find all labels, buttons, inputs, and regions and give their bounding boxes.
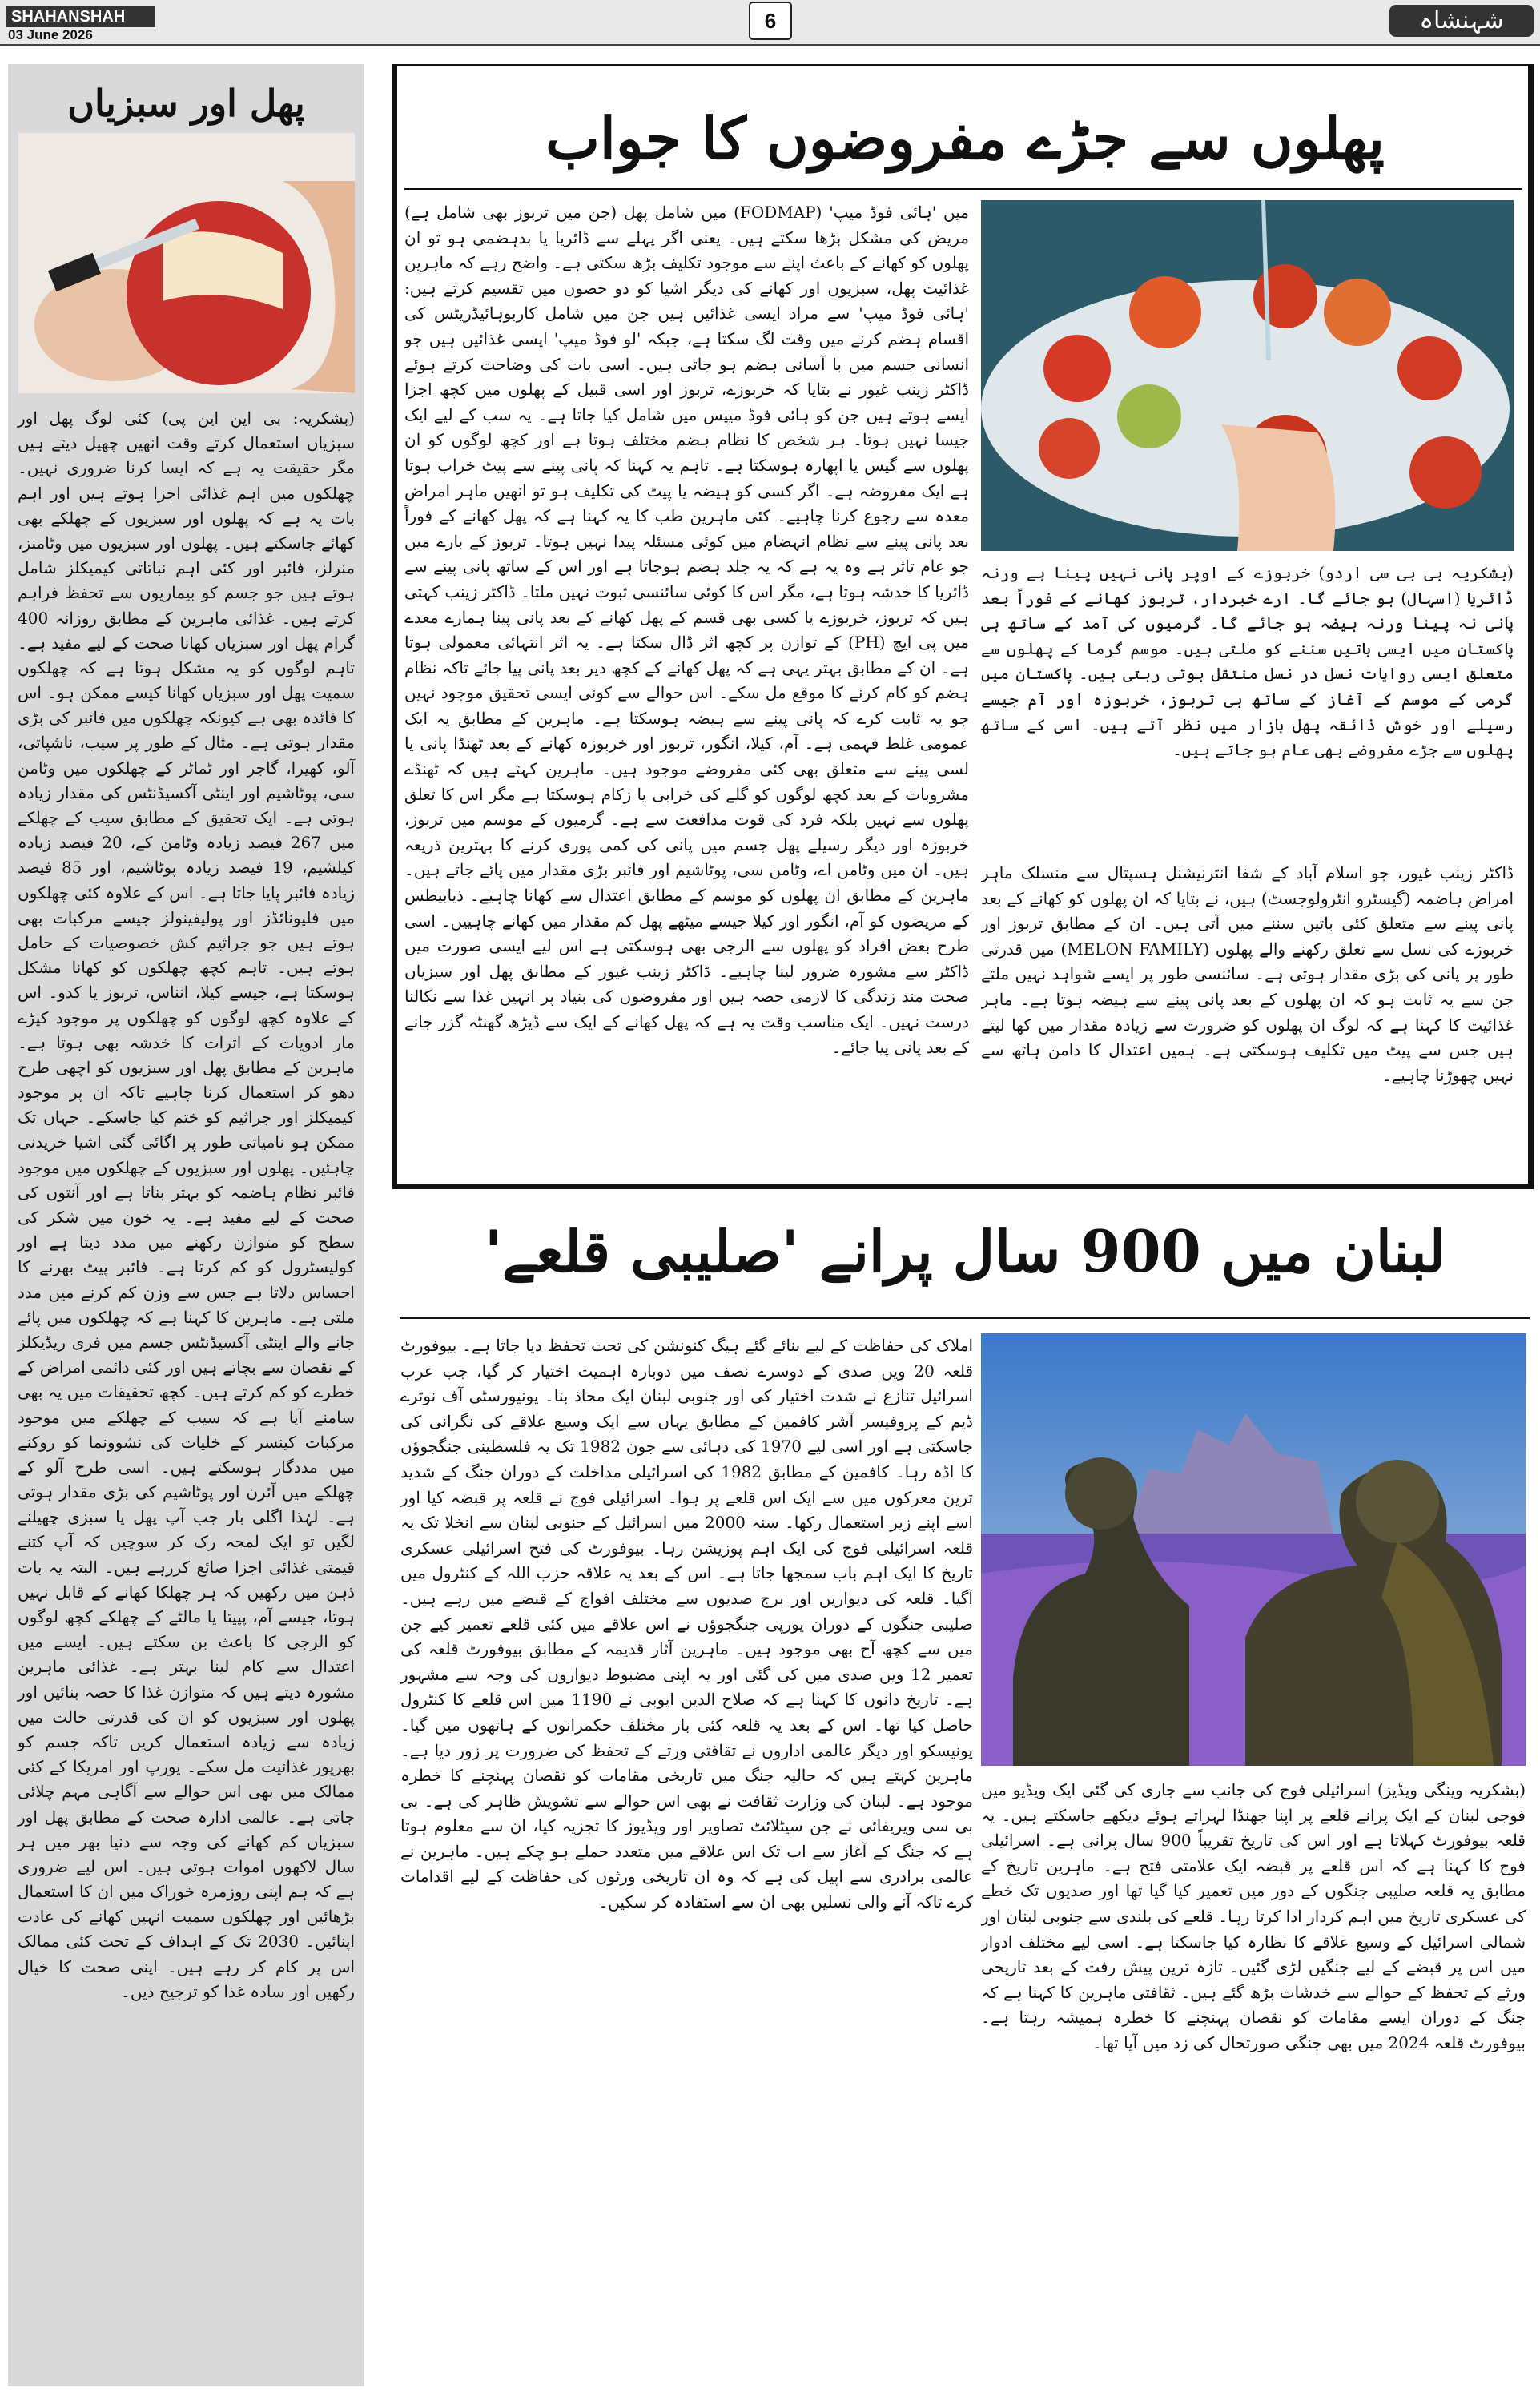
article2-body: املاک کی حفاظت کے لیے بنائے گئے ہیگ کنونشن کی تحت تحفظ دیا جاتا ہے۔ بیوفورٹ قلعہ 20 ویں صدی کے دوسرے نصف میں دوبارہ اہمیت اختیار کر گیا، جب عرب اسرائیل تنازع نے شدت اختیار کی اور جنوبی لبنان ایک محاذ بنا۔ یونیورسٹی آف نوٹرے ڈیم کے پروفیسر آشر کافمین کے مطابق یہاں سے ایک وسیع علاقے کی نگرانی کی جاسکتی ہے اور اسی لیے 1970 کی دہائی سے جون 1982 تک یہ فلسطینی جنگجوؤں کا اڈہ رہا۔ کافمین کے مطابق 1982 کی اسرائیلی مداخلت کے دوران جنگ کے شدید ترین معرکوں میں سے ایک اس قلعے پر ہوا۔ اسرائیلی فوج نے قلعہ پر قبضہ کیا اور اسے اپنے زیر استعمال رکھا۔ سنہ 2000 میں اسرائیل کے جنوبی لبنان سے انخلا تک یہ قلعہ اسرائیلی فوج کی ایک اہم پوزیشن رہا۔ بیوفورٹ کی فتح اسرائیلی عسکری تاریخ کا ایک اہم باب سمجھا جاتا ہے۔ اس کے بعد یہ علاقہ حزب اللہ کے کنٹرول میں آگیا۔ قلعہ کی دیواریں اور برج صدیوں سے مختلف افواج کے قبضے میں رہے ہیں۔ صلیبی جنگوں کے دوران یورپی جنگجوؤں نے اس علاقے میں کئی قلعے تعمیر کیے جن میں سے کچھ آج بھی موجود ہیں۔ ماہرین آثار قدیمہ کے مطابق بیوفورٹ قلعہ کی تعمیر 12 ویں صدی میں کی گئی اور یہ اپنی مضبوط دیواروں کی وجہ سے مشہور ہے۔ تاریخ دانوں کا کہنا ہے کہ صلاح الدین ایوبی نے 1190 میں اس قلعے کا کنٹرول حاصل کیا تھا۔ اس کے بعد یہ قلعہ کئی بار مختلف حکمرانوں کے ہاتھوں میں گیا۔ یونیسکو اور دیگر عالمی اداروں نے ثقافتی ورثے کے تحفظ کی ضرورت پر زور دیا ہے۔ ماہرین کہتے ہیں کہ حالیہ جنگ میں تاریخی مقامات کو نقصان پہنچنے کا خطرہ موجود ہے۔ لبنان کی وزارت ثقافت نے بھی اس حوالے سے تشویش ظاہر کی ہے۔ بی بی سی ویریفائی نے جن سیٹلائٹ تصاویر اور ویڈیوز کا تجزیہ کیا، ان سے معلوم ہوتا ہے کہ جنگ کے آغاز سے اب تک اس علاقے میں متعدد حملے ہو چکے ہیں۔ ماہرین نے عالمی برادری سے اپیل کی ہے کہ وہ ان تاریخی ورثوں کی حفاظت کے لیے اقدامات کرے تاکہ آنے والی نسلیں بھی ان سے استفادہ کر سکیں۔ <box>400 1336 973 1912</box>
article1-right-column: ڈاکٹر زینب غیور، جو اسلام آباد کے شفا انٹرنیشنل ہسپتال سے منسلک ماہر امراض ہاضمہ (گیسٹرو انٹرولوجسٹ) ہیں، نے بتایا کہ ان پھلوں کو کھانے کے بعد پانی پینے سے متعلق کئی باتیں سننے میں آتی ہیں۔ ان کے مطابق تربوز اور خربوزے کی نسل سے تعلق رکھنے والے پھلوں (MELON FAMILY) میں قدرتی طور پر پانی کی بڑی مقدار ہوتی ہے۔ سائنسی طور پر ایسے شواہد نہیں ملتے جن سے یہ ثابت ہو کہ ان پھلوں کے بعد پانی پینے سے ہیضہ ہوتا ہے۔ ماہر غذائیت کا کہنا ہے کہ لوگ ان پھلوں کو ضرورت سے زیادہ مقدار میں کھا لیتے ہیں جس سے پیٹ میں تکلیف ہوسکتی ہے۔ ہمیں اعتدال کا دامن ہاتھ سے نہیں چھوڑنا چاہیے۔ <box>981 863 1514 1085</box>
washing-apples-image <box>981 200 1514 551</box>
publication-name: SHAHANSHAH <box>6 6 155 27</box>
article1-caption: (بشکریہ بی بی سی اردو) خربوزے کے اوپر پانی نہیں پینا ہے ورنہ ڈائریا (اسہال) ہو جائے گا۔ ارے خبردار، تربوز کھانے کے فوراً بعد پانی نہ پینا ورنہ ہیضہ ہو جائے گا۔ گرمیوں کی آمد کے ساتھ ہی پاکستان میں ایسی باتیں سننے کو ملتی ہیں۔ موسم گرما کے پھلوں سے متعلق ایسی روایات نسل در نسل منتقل ہوتی رہتی ہیں۔ پاکستان میں گرمی کے موسم کے آغاز کے ساتھ ہی تربوز، خربوزہ اور آم جیسے رسیلے اور خوش ذائقہ پھل بازار میں نظر آتے ہیں۔ اسی کے ساتھ پھلوں سے جڑے مفروضے بھی عام ہو جاتے ہیں۔ <box>981 563 1514 760</box>
sidebar-body-text: (بشکریہ: بی این این پی) کئی لوگ پھل اور سبزیاں استعمال کرتے وقت انھیں چھیل دیتے ہیں مگر حقیقت یہ ہے کہ ایسا کرنا ضروری نہیں۔ چھلکوں میں اہم غذائی اجزا ہوتے ہیں اور اہم بات یہ ہے کہ پھلوں اور سبزیوں کے چھلکے بھی کھائے جاسکتے ہیں۔ پھلوں اور سبزیوں میں وٹامنز، منرلز، فائبر اور کئی اہم نباتاتی کیمیکلز شامل ہوتے ہیں جو جسم کو بیماریوں سے تحفظ فراہم کرتے ہیں۔ غذائی ماہرین کے مطابق روزانہ 400 گرام پھل اور سبزیاں کھانا صحت کے لیے مفید ہے۔ تاہم لوگوں کو یہ مشکل ہوتا ہے کہ چھلکوں سمیت پھل اور سبزیاں کھانا کیسے ممکن ہو۔ اس کا فائدہ بھی ہے کیونکہ چھلکوں میں فائبر کی بڑی مقدار ہوتی ہے۔ مثال کے طور پر سیب، ناشپاتی، آلو، کھیرا، گاجر اور ٹماٹر کے چھلکوں میں وٹامن سی، پوٹاشیم اور اینٹی آکسیڈنٹس کی مقدار زیادہ ہوتی ہے۔ ایک تحقیق کے مطابق سیب کے چھلکے میں 267 فیصد زیادہ وٹامن کے، 20 فیصد زیادہ کیلشیم، 19 فیصد زیادہ پوٹاشیم، اور 85 فیصد زیادہ فائبر پایا جاتا ہے۔ اس کے علاوہ کئی چھلکوں میں فلیونائڈز اور پولیفینولز جیسے مرکبات بھی ہوتے ہیں جو جراثیم کش خصوصیات کے حامل ہوتے ہیں۔ تاہم کچھ چھلکوں کو کھانا مشکل ہوسکتا ہے، جیسے کیلا، انناس، تربوز یا کدو۔ اس کے علاوہ کچھ لوگوں کو چھلکوں پر موجود کیڑے مار ادویات کے اثرات کا خدشہ بھی ہوتا ہے۔ ماہرین کے مطابق پھل اور سبزیوں کو اچھی طرح دھو کر استعمال کرنا چاہیے تاکہ ان پر موجود کیمیکلز اور جراثیم کو ختم کیا جاسکے۔ جہاں تک ممکن ہو نامیاتی طور پر اگائی گئی اشیا خریدنی چاہئیں۔ پھلوں اور سبزیوں کے چھلکوں میں موجود فائبر نظام ہاضمہ کو بہتر بناتا ہے اور آنتوں کی صحت کے لیے مفید ہے۔ یہ خون میں شکر کی سطح کو متوازن رکھنے میں مدد دیتا ہے اور کولیسٹرول کو کم کرتا ہے۔ فائبر پیٹ بھرنے کا احساس دلاتا ہے جس سے وزن کم کرنے میں مدد ملتی ہے۔ ماہرین کا کہنا ہے کہ چھلکوں میں پائے جانے والے اینٹی آکسیڈنٹس جسم میں فری ریڈیکلز کے نقصان سے بچاتے ہیں اور کئی دائمی امراض کے خطرے کو کم کرتے ہیں۔ کچھ تحقیقات میں یہ بھی سامنے آیا ہے کہ سیب کے چھلکے میں موجود مرکبات کینسر کے خلیات کی نشوونما کو روکنے میں مددگار ہوسکتے ہیں۔ اسی طرح آلو کے چھلکے میں آئرن اور پوٹاشیم کی بڑی مقدار ہوتی ہے۔ لہٰذا اگلی بار جب آپ پھل یا سبزی چھیلنے لگیں تو ایک لمحہ رک کر سوچیں کہ آپ کتنے قیمتی غذائی اجزا ضائع کررہے ہیں۔ البتہ یہ بات ذہن میں رکھیں کہ ہر چھلکا کھانے کے قابل نہیں ہوتا، جیسے آم، پپیتا یا مالٹے کے چھلکے کچھ لوگوں کو الرجی کا باعث بن سکتے ہیں۔ ایسے میں اعتدال سے کام لینا بہتر ہے۔ غذائی ماہرین مشورہ دیتے ہیں کہ متوازن غذا کا حصہ بنائیں اور پھلوں اور سبزیوں کو ان کی قدرتی حالت میں زیادہ سے زیادہ استعمال کریں تاکہ جسم کو بھرپور غذائیت مل سکے۔ یورپ اور امریکا کے کئی ممالک میں بھی اس حوالے سے آگاہی مہم چلائی جاتی ہے۔ عالمی ادارہ صحت کے مطابق پھل اور سبزیاں کم کھانے کی وجہ سے دنیا بھر میں ہر سال لاکھوں اموات ہوتی ہیں۔ اس لیے ضروری ہے کہ ہم اپنی روزمرہ خوراک میں ان کا استعمال بڑھائیں اور چھلکوں سمیت انہیں کھانے کی عادت اپنائیں۔ 2030 تک کے اہداف کے تحت کئی ممالک اس پر کام کر رہے ہیں۔ اپنی صحت کا خیال رکھیں اور سادہ غذا کو ترجیح دیں۔ <box>18 408 356 2001</box>
page-header <box>0 0 1540 46</box>
sidebar-title: پھل اور سبزیاں <box>67 82 305 125</box>
issue-date: 03 June 2026 <box>8 27 93 42</box>
article1-headline: پھلوں سے جڑے مفروضوں کا جواب <box>545 104 1385 172</box>
article1-body: میں 'ہائی فوڈ میپ' (FODMAP) میں شامل پھل (جن میں تربوز بھی شامل ہے) مریض کی مشکل بڑھا سکتے ہیں۔ یعنی اگر پہلے سے ڈائریا یا بدہضمی ہو تو ان پھلوں کو کھانے کے باعث اپنے سے موجود تکلیف بڑھ سکتی ہے۔ واضح رہے کہ ماہرین غذائیت پھل، سبزیوں اور کھانے کی دیگر اشیا کو دو حصوں میں تقسیم کرتے ہیں: 'ہائی فوڈ میپ' سے مراد ایسی غذائیں ہیں جن میں شامل کاربوہائیڈریٹس کی اقسام ہضم کرنے میں وقت لگ سکتا ہے، جبکہ 'لو فوڈ میپ' ایسی غذائیں ہیں جو انسانی جسم میں با آسانی ہضم ہو جاتی ہیں۔ اسی بات کی وضاحت کرتے ہوئے ڈاکٹر زینب غیور نے بتایا کہ خربوزے، تربوز اور اسی قبیل کے پھلوں میں کچھ اجزا ایسے ہوتے ہیں جن کو ہائی فوڈ میپس میں شامل کیا جاتا ہے۔ یہ سب کے لیے ایک جیسا نہیں ہوتا۔ ہر شخص کا نظام ہضم مختلف ہوتا ہے اور کچھ لوگوں کو ان پھلوں سے گیس یا اپھارہ ہوسکتا ہے۔ تاہم یہ کہنا کہ پانی پینے سے پیٹ خراب ہوتا ہے ایک مفروضہ ہے۔ اگر کسی کو ہیضہ یا پیٹ کی تکلیف ہو تو انھیں ماہر امراض معدہ سے رجوع کرنا چاہیے۔ کئی ماہرین طب کا یہ کہنا ہے کہ پھل کھانے کے فوراً بعد پانی پینے سے نظام انہضام میں کوئی مسئلہ پیدا نہیں ہوتا۔ تربوز کے بارے میں جو عام تاثر ہے وہ یہ ہے کہ یہ جلد ہضم ہوجاتا ہے اور اس کے ساتھ پانی پینے سے ڈائریا کا خدشہ ہوتا ہے، مگر اس کا کوئی سائنسی ثبوت نہیں ملتا۔ ڈاکٹر زینب کہتی ہیں کہ تربوز، خربوزے یا کسی بھی قسم کے پھل کھانے کے بعد پانی پینا ہمارے معدے میں پی ایچ (PH) کے توازن پر کچھ اثر ڈال سکتا ہے۔ یہ اثر انتہائی معمولی ہوتا ہے۔ ان کے مطابق بہتر یہی ہے کہ پھل کھانے کے کچھ دیر بعد پانی پیا جائے تاکہ نظام ہضم کو کام کرنے کا موقع مل سکے۔ اس حوالے سے کوئی ایسی تحقیق موجود نہیں جو یہ ثابت کرے کہ پانی پینے سے ہیضہ ہوسکتا ہے۔ ماہرین کے مطابق یہ ایک عمومی غلط فہمی ہے۔ آم، کیلا، انگور، تربوز اور خربوزہ کھانے کے بعد ٹھنڈا پانی یا لسی پینے سے متعلق بھی کئی مفروضے موجود ہیں۔ ماہرین کہتے ہیں کہ ٹھنڈے مشروبات کے بعد کچھ لوگوں کو گلے کی خرابی یا زکام ہوسکتا ہے مگر اس کا تعلق پھلوں سے نہیں بلکہ فرد کی قوت مدافعت سے ہے۔ گرمیوں کے موسم میں تربوز، خربوزہ اور دیگر رسیلے پھل جسم میں پانی کی کمی پوری کرنے کا بہترین ذریعہ ہیں۔ ان میں وٹامن اے، وٹامن سی، پوٹاشیم اور فائبر بڑی مقدار میں پائے جاتے ہیں۔ ماہرین کے مطابق ان پھلوں کو موسم کے مطابق اعتدال سے کھانا چاہیے۔ ذیابیطس کے مریضوں کو آم، انگور اور کیلا جیسے میٹھے پھل کم مقدار میں کھانے چاہییں۔ اسی طرح بعض افراد کو پھلوں سے الرجی بھی ہوسکتی ہے اس لیے ایسی صورت میں ڈاکٹر سے مشورہ ضرور لینا چاہیے۔ ڈاکٹر زینب غیور کے مطابق پھل اور سبزیاں صحت مند زندگی کا لازمی حصہ ہیں اور مفروضوں کی بنیاد پر انہیں غذا سے نکالنا درست نہیں۔ ایک مناسب وقت یہ ہے کہ پھل کھانے کے ایک سے ڈیڑھ گھنٹہ گزر جانے کے بعد پانی پیا جائے۔ <box>404 203 969 1057</box>
soldiers-castle-image <box>981 1333 1526 1766</box>
masthead-logo: شہنشاہ <box>1389 5 1534 37</box>
article2-caption: (بشکریہ وینگی ویڈیز) اسرائیلی فوج کی جانب سے جاری کی گئی ایک ویڈیو میں فوجی لبنان کے ایک پرانے قلعے پر اپنا جھنڈا لہراتے ہوئے دیکھے جاسکتے ہیں۔ یہ قلعہ بیوفورٹ کہلاتا ہے اور اس کی تاریخ تقریباً 900 سال پرانی ہے۔ اسرائیلی فوج کا کہنا ہے کہ اس قلعے پر قبضہ ایک علامتی فتح ہے۔ ماہرین تاریخ کے مطابق یہ قلعہ صلیبی جنگوں کے دور میں تعمیر کیا گیا تھا اور صدیوں تک خطے کی عسکری تاریخ میں اہم کردار ادا کرتا رہا۔ قلعے کی بلندی سے جنوبی لبنان اور شمالی اسرائیل کے وسیع علاقے کا نظارہ کیا جاسکتا ہے۔ اسی لیے مختلف ادوار میں اس پر قبضے کے لیے جنگیں لڑی گئیں۔ تازہ ترین پیش رفت کے بعد تاریخی ورثے کے تحفظ کے حوالے سے خدشات بڑھ گئے ہیں۔ ثقافتی ماہرین کا کہنا ہے کہ جنگ کے دوران ایسے مقامات کو نقصان پہنچنے کا خطرہ ہمیشہ رہتا ہے۔ بیوفورٹ قلعہ 2024 میں بھی جنگی صورتحال کی زد میں آیا تھا۔ <box>981 1780 1526 2052</box>
article1-top-rule <box>392 64 1534 66</box>
article2-headline-rule <box>400 1317 1530 1319</box>
apple-peeling-image <box>18 133 355 393</box>
sidebar-article <box>8 64 364 2386</box>
article2-headline: لبنان میں 900 سال پرانے 'صلیبی قلعے' <box>484 1217 1446 1285</box>
page-number: 6 <box>749 2 792 40</box>
article1-headline-rule <box>404 188 1522 190</box>
